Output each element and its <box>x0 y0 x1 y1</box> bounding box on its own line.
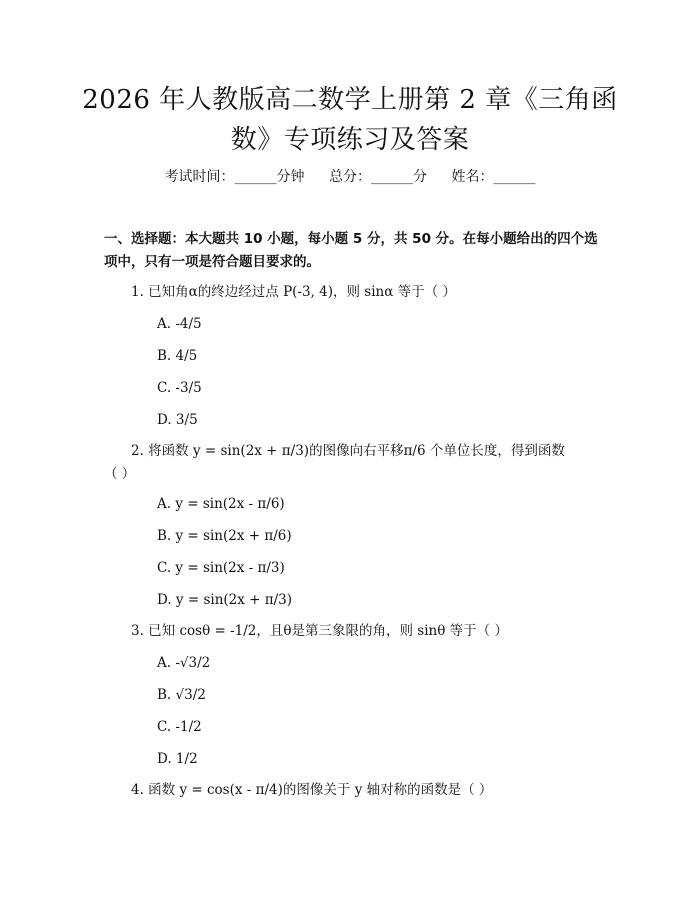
exam-info <box>0 166 700 188</box>
question-2-option-d: D. y = sin(2x + π/3) <box>157 592 293 608</box>
question-2-option-b: B. y = sin(2x + π/6) <box>157 528 292 544</box>
question-2-stem: 2. 将函数 y = sin(2x + π/3)的图像向右平移π/6 个单位长度，得到函数 <box>131 443 565 459</box>
document-title <box>60 80 640 160</box>
question-2-stem-continued: （ ） <box>104 466 136 482</box>
question-2-option-c: C. y = sin(2x - π/3) <box>157 560 285 576</box>
question-4-stem: 4. 函数 y = cos(x - π/4)的图像关于 y 轴对称的函数是（ ） <box>131 782 493 798</box>
title-line-2: 数》专项练习及答案 <box>230 125 470 155</box>
title-line-1: 2026 年人教版高二数学上册第 2 章《三角函 <box>82 85 618 115</box>
exam-time: 考试时间：______分钟 <box>164 169 305 185</box>
question-3-option-b: B. √3/2 <box>157 687 206 703</box>
question-1-option-d: D. 3/5 <box>157 412 198 428</box>
exam-name: 姓名：______ <box>451 169 536 185</box>
section-heading: 一、选择题：本大题共 10 小题，每小题 5 分，共 50 分。在每小题给出的四个选项中，只有一项是符合题目要求的。 <box>104 231 598 270</box>
exam-score: 总分：______分 <box>329 169 427 185</box>
question-1-option-a: A. -4/5 <box>157 316 202 332</box>
question-3-stem: 3. 已知 cosθ = -1/2，且θ是第三象限的角，则 sinθ 等于（ ） <box>131 623 508 639</box>
question-1-option-c: C. -3/5 <box>157 380 202 396</box>
question-1-stem: 1. 已知角α的终边经过点 P(-3, 4)，则 sinα 等于（ ） <box>131 284 456 300</box>
question-3-option-c: C. -1/2 <box>157 719 202 735</box>
question-2-option-a: A. y = sin(2x - π/6) <box>157 496 285 512</box>
question-3-option-d: D. 1/2 <box>157 751 198 767</box>
question-3-option-a: A. -√3/2 <box>157 655 211 671</box>
question-1-option-b: B. 4/5 <box>157 348 198 364</box>
